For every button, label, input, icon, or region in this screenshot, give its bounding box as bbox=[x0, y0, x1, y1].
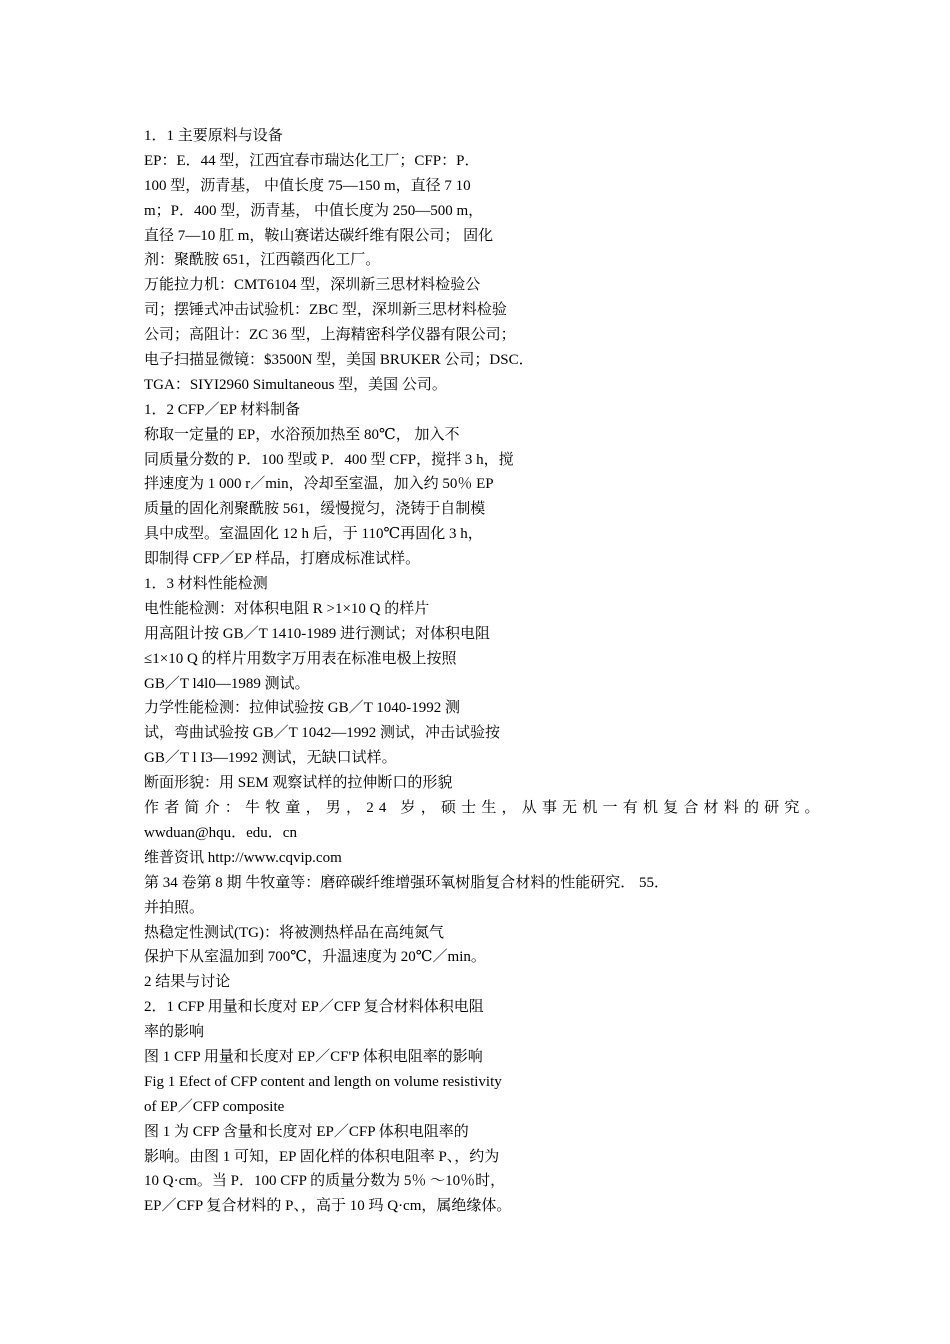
text-line: 保护下从室温加到 700℃，升温速度为 20℃／min。 bbox=[144, 949, 486, 966]
figure-caption-en: Fig 1 Efect of CFP content and length on volume resistivity bbox=[144, 1073, 502, 1090]
document-body bbox=[144, 124, 844, 1219]
text-line: GB／T l I3—1992 测试，无缺口试样。 bbox=[144, 750, 397, 767]
subsection-heading: 2．1 CFP 用量和长度对 EP／CFP 复合材料体积电阻 bbox=[144, 999, 484, 1016]
section-heading-preparation: 1．2 CFP／EP 材料制备 bbox=[144, 401, 301, 418]
text-line: EP／CFP 复合材料的 P、，高于 10 玛 Q·cm，属绝缘体。 bbox=[144, 1198, 512, 1215]
text-line: 万能拉力机：CMT6104 型，深圳新三思材料检验公 bbox=[144, 277, 481, 294]
text-line: 具中成型。室温固化 12 h 后，于 110℃再固化 3 h， bbox=[144, 526, 483, 543]
section-heading-results: 2 结果与讨论 bbox=[144, 974, 231, 991]
text-line: 10 Q·cm。当 P．100 CFP 的质量分数为 5％ ～10％时， bbox=[144, 1173, 506, 1190]
running-header: 第 34 卷第 8 期 牛牧童等：磨碎碳纤维增强环氧树脂复合材料的性能研究． 55． bbox=[144, 874, 670, 891]
text-line: EP：E．44 型，江西宜春市瑞达化工厂；CFP：P． bbox=[144, 152, 480, 169]
text-line: 称取一定量的 EP，水浴预加热至 80℃， 加入不 bbox=[144, 426, 460, 443]
text-line: 图 1 为 CFP 含量和长度对 EP／CFP 体积电阻率的 bbox=[144, 1123, 469, 1140]
text-line: 直径 7—10 肛 m，鞍山赛诺达碳纤维有限公司； 固化 bbox=[144, 227, 494, 244]
figure-caption-zh: 图 1 CFP 用量和长度对 EP／CF'P 体积电阻率的影响 bbox=[144, 1048, 483, 1065]
text-line: m；P．400 型，沥青基， 中值长度为 250—500 m， bbox=[144, 202, 484, 219]
text-line: 断面形貌：用 SEM 观察试样的拉伸断口的形貌 bbox=[144, 775, 453, 792]
section-heading-materials: 1．1 主要原料与设备 bbox=[144, 128, 283, 144]
figure-caption-en: of EP／CFP composite bbox=[144, 1098, 285, 1115]
text-line: 质量的固化剂聚酰胺 561，缓慢搅匀，浇铸于自制模 bbox=[144, 501, 486, 518]
subsection-heading: 率的影响 bbox=[144, 1024, 205, 1041]
text-line: 100 型，沥青基， 中值长度 75—150 m，直径 7 10 bbox=[144, 177, 471, 194]
text-line: 力学性能检测：拉伸试验按 GB／T 1040-1992 测 bbox=[144, 700, 460, 717]
text-line: 影响。由图 1 可知，EP 固化样的体积电阻率 P、，约为 bbox=[144, 1148, 500, 1165]
text-line: 司；摆锤式冲击试验机：ZBC 型，深圳新三思材料检验 bbox=[144, 302, 507, 319]
author-note: 作者简介：牛牧童，男，24 岁，硕士生，从事无机一有机复合材料的研究。 bbox=[144, 800, 825, 817]
text-line: 公司；高阻计：ZC 36 型，上海精密科学仪器有限公司； bbox=[144, 327, 516, 344]
author-email: wwduan@hqu．edu．cn bbox=[144, 824, 297, 841]
text-line: 并拍照。 bbox=[144, 899, 205, 916]
text-line: ≤1×10 Q 的样片用数字万用表在标准电极上按照 bbox=[144, 650, 457, 667]
text-line: 用高阻计按 GB／T 1410-1989 进行测试；对体积电阻 bbox=[144, 625, 490, 642]
text-line: 剂：聚酰胺 651，江西赣西化工厂。 bbox=[144, 252, 381, 269]
source-watermark-text: 维普资讯 http://www.cqvip.com bbox=[144, 849, 342, 866]
text-line: 即制得 CFP／EP 样品，打磨成标准试样。 bbox=[144, 551, 421, 568]
text-line: GB／T l4l0—1989 测试。 bbox=[144, 675, 310, 692]
text-line: 同质量分数的 P．100 型或 P．400 型 CFP，搅拌 3 h，搅 bbox=[144, 451, 514, 468]
text-line: 热稳定性测试(TG)：将被测热样品在高纯氮气 bbox=[144, 924, 444, 941]
section-heading-testing: 1．3 材料性能检测 bbox=[144, 576, 268, 593]
text-line: 电子扫描显微镜：$3500N 型，美国 BRUKER 公司；DSC． bbox=[144, 352, 534, 369]
text-line: 拌速度为 1 000 r／min，冷却至室温，加入约 50％ EP bbox=[144, 476, 494, 493]
text-line: 试，弯曲试验按 GB／T 1042—1992 测试，冲击试验按 bbox=[144, 725, 500, 742]
text-line: 电性能检测：对体积电阻 R >1×10 Q 的样片 bbox=[144, 600, 430, 617]
text-line: TGA：SIYI2960 Simultaneous 型，美国 公司。 bbox=[144, 376, 447, 393]
